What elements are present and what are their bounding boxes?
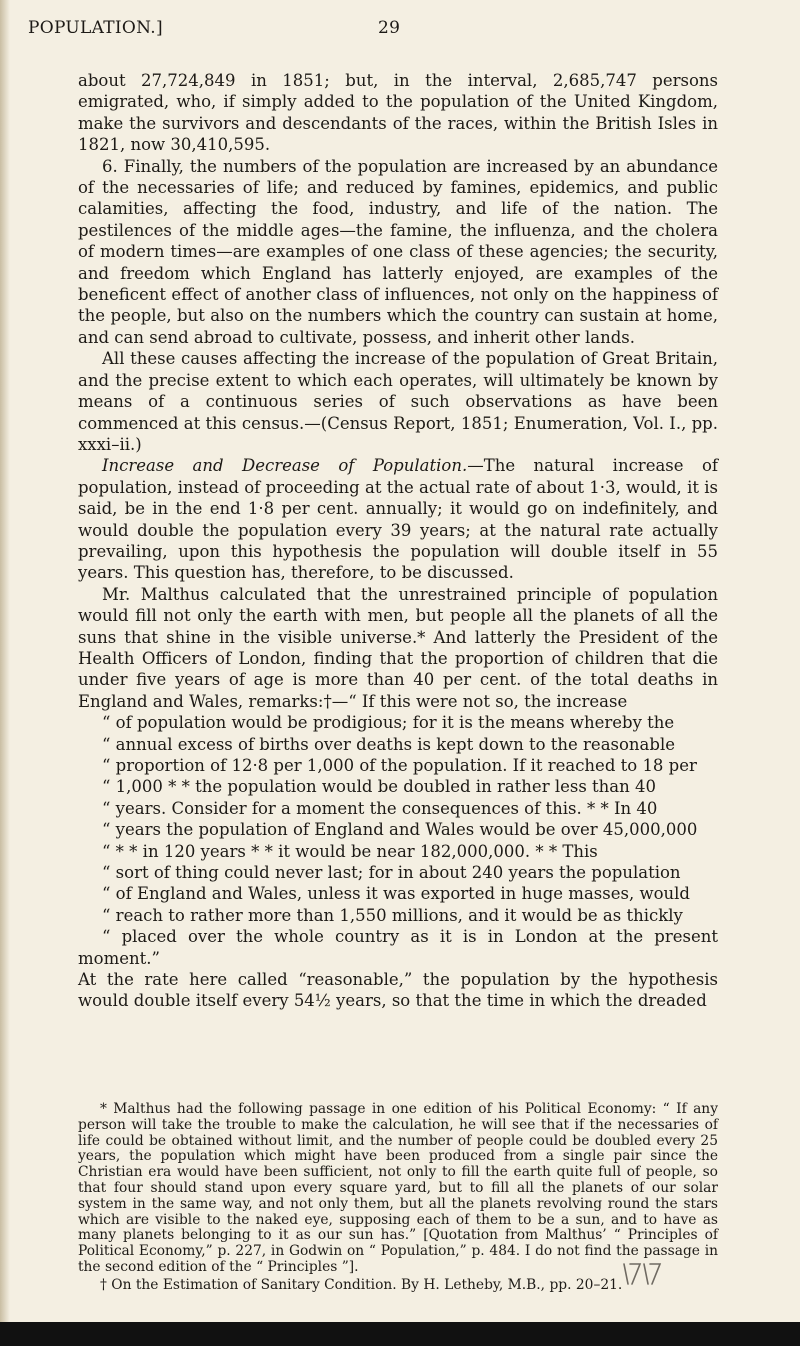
paragraph-5-end: At the rate here called “reasonable,” the population by the hypothesis would double itself every 54½ years, so that the time in which the dreaded	[78, 970, 718, 1011]
handwritten-mark	[618, 1258, 678, 1288]
main-text	[78, 70, 718, 1012]
scan-bottom-edge	[0, 1322, 800, 1346]
quote-line: “ years the population of England and Wales would be over 45,000,000	[102, 820, 698, 840]
quote-line: “ 1,000 * * the population would be doubled in rather less than 40	[102, 777, 657, 797]
page-number: 29	[378, 18, 401, 38]
paragraph-4-text: —The natural increase of population, instead of proceeding at the actual rate of about 1·3, would, it is said, be in the end 1·8 per cent. annually; it would go on indefinitely, and would double the population every 39 years; at the natural rate actually prevailing, upon this hypothesis the population will double itself in 55 years. This question has, therefore, to be discussed.	[78, 456, 718, 583]
quote-line: “ sort of thing could never last; for in about 240 years the population	[102, 863, 681, 883]
quote-line: “ placed over the whole country as it is in London at the present moment.”	[78, 927, 718, 968]
running-head: POPULATION.]	[28, 18, 163, 38]
binding-shadow	[0, 0, 10, 1322]
quote-line: “ years. Consider for a moment the consequences of this. * * In 40	[102, 798, 658, 818]
paragraph-1: about 27,724,849 in 1851; but, in the interval, 2,685,747 persons emigrated, who, if simply added to the population of the United Kingdom, make the survivors and descendants of the races, within the British Isles in 1821, now 30,410,595.	[78, 71, 718, 155]
quote-line: “ of England and Wales, unless it was exported in huge masses, would	[102, 884, 690, 904]
page-header	[28, 18, 770, 42]
paragraph-3: All these causes affecting the increase of the population of Great Britain, and the precise extent to which each operates, will ultimately be known by means of a continuous series of such observations as have been commenced at this census.—(Census Report, 1851; Enumeration, Vol. I., pp. xxxi–ii.)	[78, 349, 718, 454]
paragraph-2: 6. Finally, the numbers of the population are increased by an abundance of the necessaries of life; and reduced by famines, epidemics, and public calamities, affecting the food, industry, and life of the nation. The pestilences of the middle ages—the famine, the influenza, and the cholera of modern times—are examples of one class of these agencies; the security, and freedom which England has latterly enjoyed, are examples of the beneficent effect of another class of influences, not only on the happiness of the people, but also on the numbers which the country can sustain at home, and can send abroad to cultivate, possess, and inherit other lands.	[78, 156, 718, 347]
quote-line: “ * * in 120 years * * it would be near 182,000,000. * * This	[102, 841, 598, 861]
quote-line: “ annual excess of births over deaths is kept down to the reasonable	[102, 734, 675, 754]
quote-line: “ proportion of 12·8 per 1,000 of the population. If it reached to 18 per	[102, 756, 697, 775]
quote-line: “ reach to rather more than 1,550 millions, and it would be as thickly	[102, 905, 683, 925]
paragraph-5	[78, 584, 718, 1012]
footnote-letheby: † On the Estimation of Sanitary Condition. By H. Letheby, M.B., pp. 20–21.	[100, 1276, 623, 1293]
paragraph-4	[78, 455, 718, 583]
footnote-malthus: * Malthus had the following passage in one edition of his Political Economy: “ If any person will take the trouble to make the calculation, he will see that if the necessaries of life could be obtained without limit, and the number of people could be doubled every 25 years, the population which might have been produced from a single pair since the Christian era would have been sufficient, not only to fill the earth quite full of people, so that four should stand upon every square yard, but to fill all the planets of our solar system in the same way, and not only them, but all the planets revolving round the stars which are visible to the naked eye, supposing each of them to be a sun, and to have as many planets belonging to it as our sun has.” [Quotation from Malthus’ “ Principles of Political Economy,” p. 227, in Godwin on “ Population,” p. 484. I do not find the passage in the second edition of the “ Principles ”].	[78, 1101, 718, 1275]
paragraph-5-intro: Mr. Malthus calculated that the unrestrained principle of population would fill not only the earth with men, but people all the planets of all the suns that shine in the visible universe.* And latterly the President of the Health Officers of London, finding that the proportion of children that die under five years of age is more than 40 per cent. of the total deaths in England and Wales, remarks:†—“ If this were not so, the increase	[78, 584, 718, 711]
section-heading: Increase and Decrease of Population.	[102, 456, 468, 476]
quote-line: “ of population would be prodigious; for it is the means whereby the	[102, 713, 675, 733]
